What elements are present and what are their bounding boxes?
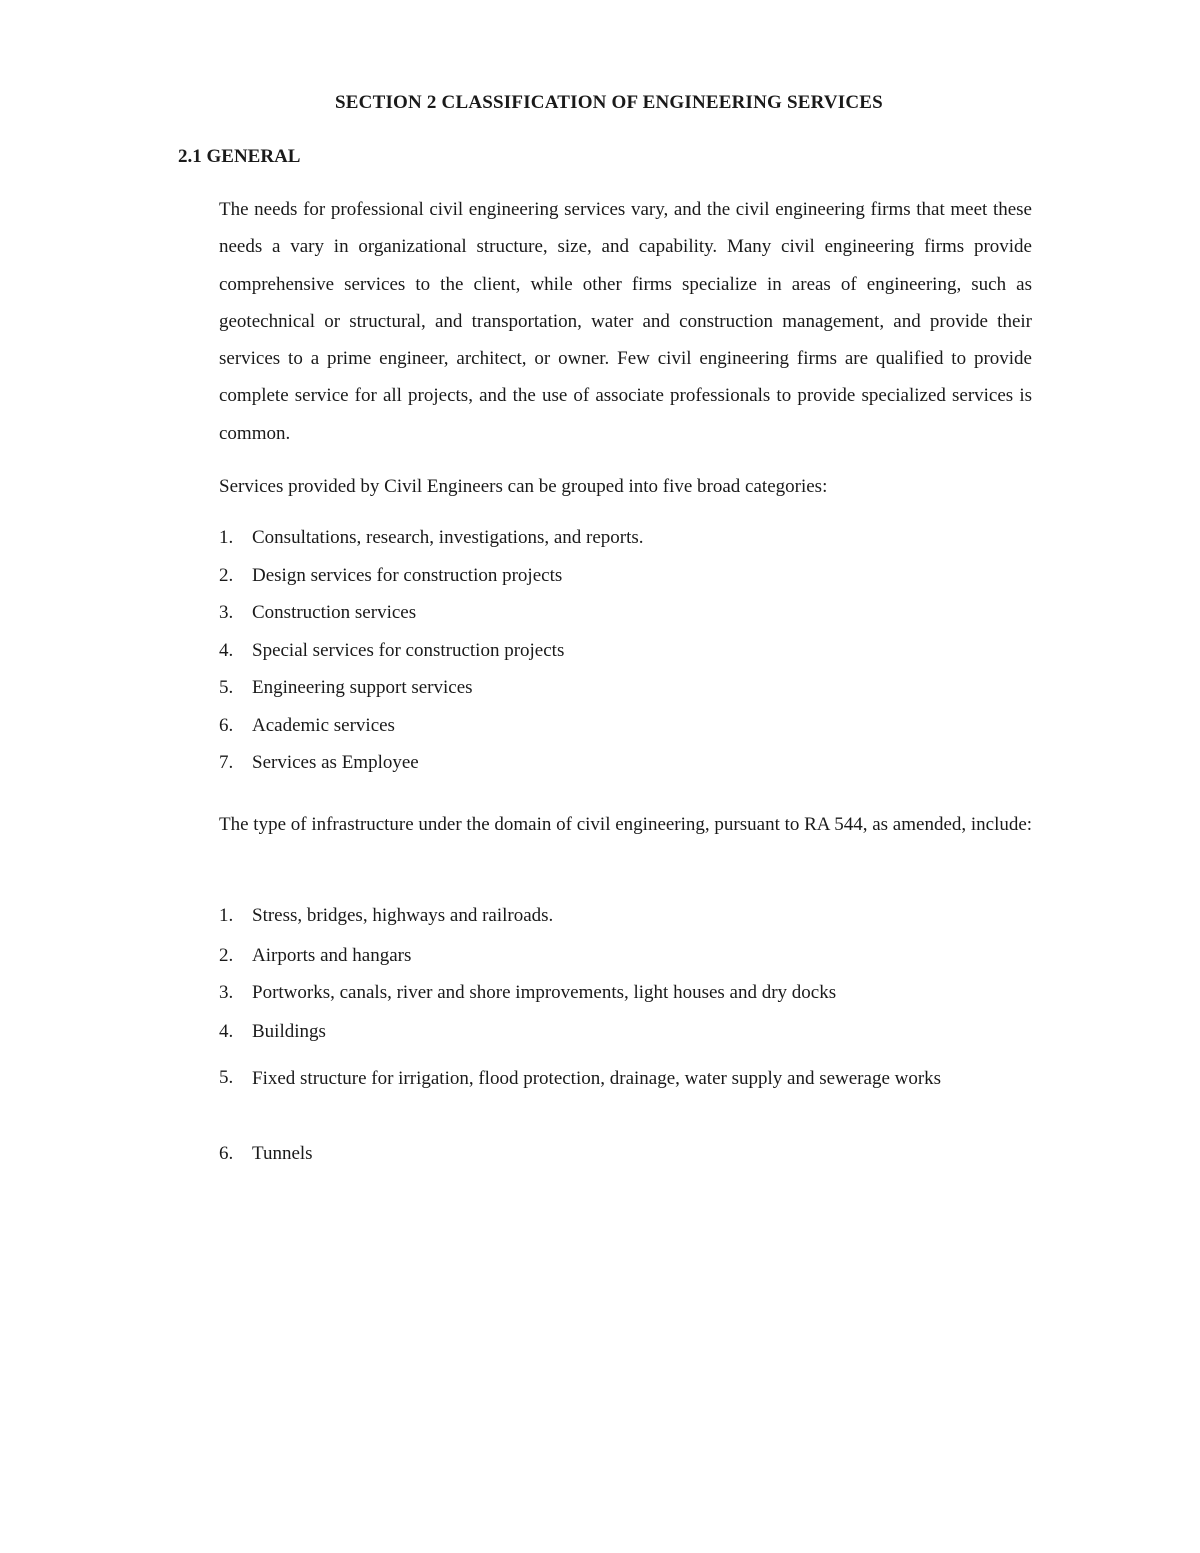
list-item	[219, 1067, 1066, 1143]
list-text: Tunnels	[252, 1143, 313, 1164]
list-item	[219, 945, 1066, 982]
general-heading: 2.1 GENERAL	[178, 146, 301, 167]
list-item	[219, 1143, 1066, 1165]
list-text: Stress, bridges, highways and railroads.	[252, 905, 554, 926]
list-item	[219, 602, 644, 640]
list-number: 4.	[219, 1021, 234, 1042]
intro-paragraph: The needs for professional civil engineering services vary, and the civil engineering firms that meet these needs a vary in organizational structure, size, and capability. Many civil engineering firms provide comprehensive services to the client, while other firms specialize in areas of engineering, such as geotechnical or structural, and transportation, water and construction management, and provide their services to a prime engineer, architect, or owner. Few civil engineering firms are qualified to provide complete service for all projects, and the use of associate professionals to provide specialized services is common.	[219, 199, 1032, 444]
list-text: Portworks, canals, river and shore improvements, light houses and dry docks	[252, 982, 837, 1003]
list-number: 6.	[219, 714, 234, 736]
list-text: Academic services	[252, 714, 395, 736]
list-number: 3.	[219, 602, 234, 623]
list-text: Engineering support services	[252, 677, 473, 698]
list-number: 4.	[219, 639, 234, 661]
list-number: 5.	[219, 677, 234, 698]
list-text: Buildings	[252, 1021, 326, 1042]
list-item	[219, 752, 644, 790]
list-item	[219, 527, 644, 565]
infrastructure-intro: The type of infrastructure under the domain of civil engineering, pursuant to RA 544, as amended, include:	[219, 814, 1033, 835]
list-text: Special services for construction projects	[252, 639, 565, 661]
list-item	[219, 905, 1066, 945]
list-item	[219, 565, 644, 603]
list-text: Consultations, research, investigations, and reports.	[252, 527, 644, 548]
list-text: Services as Employee	[252, 752, 419, 773]
list-item	[219, 982, 1066, 1021]
list-item	[219, 640, 644, 678]
services-intro: Services provided by Civil Engineers can be grouped into five broad categories:	[219, 476, 828, 497]
list-number: 1.	[219, 905, 234, 926]
infrastructure-list	[219, 905, 1066, 1165]
list-number: 7.	[219, 752, 234, 773]
services-list	[219, 527, 644, 790]
list-number: 3.	[219, 982, 234, 1003]
list-number: 2.	[219, 564, 234, 586]
list-text: Design services for construction projects	[252, 564, 563, 586]
list-item	[219, 715, 644, 753]
section-title: SECTION 2 CLASSIFICATION OF ENGINEERING SERVICES	[335, 92, 883, 113]
list-number: 6.	[219, 1143, 234, 1164]
list-item	[219, 677, 644, 715]
list-text: Airports and hangars	[252, 945, 412, 966]
list-text: Fixed structure for irrigation, flood protection, drainage, water supply and sewerage works	[252, 1068, 942, 1089]
list-number: 1.	[219, 527, 234, 548]
list-number: 2.	[219, 945, 234, 966]
list-text: Construction services	[252, 602, 417, 623]
list-number: 5.	[219, 1067, 234, 1088]
